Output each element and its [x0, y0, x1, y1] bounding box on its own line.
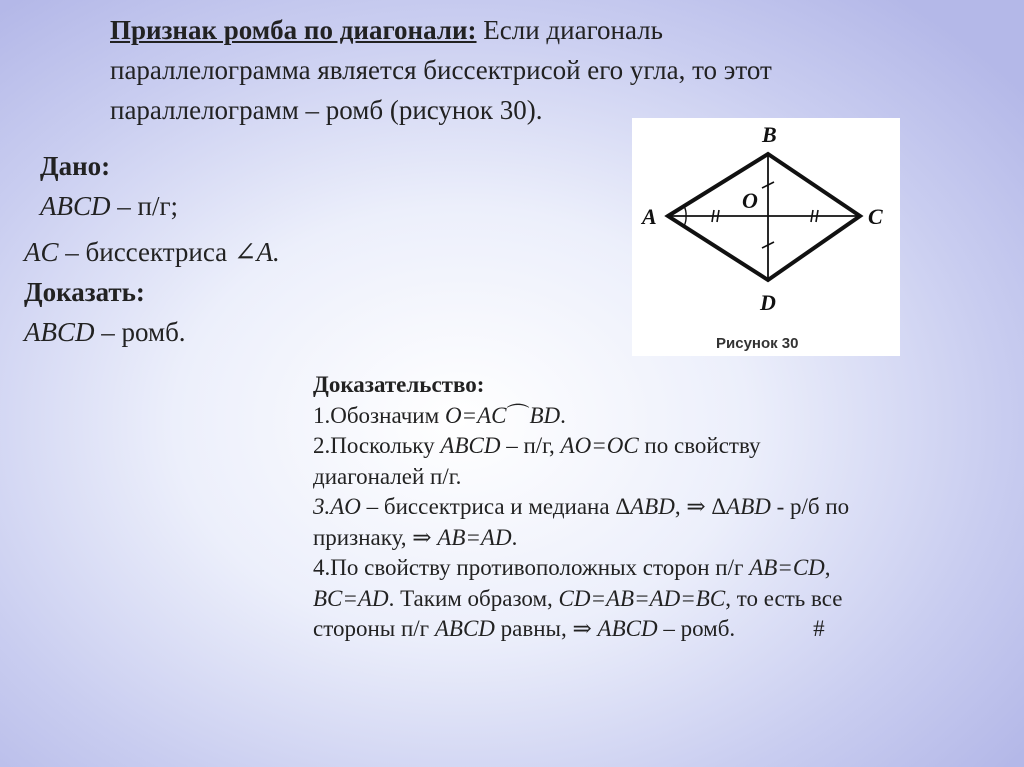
- proof-step-1: [313, 401, 1003, 432]
- proof-step-2-figure: ABCD: [440, 433, 501, 458]
- proof-step-4-figure: ABCD: [434, 616, 495, 641]
- rhombus-figure: [632, 118, 900, 356]
- proof-step-3-num: 3.AO: [313, 494, 361, 519]
- proof-step-4-text-4: стороны п/г: [313, 616, 435, 641]
- angle-symbol: ∠: [233, 237, 257, 267]
- proof-step-3-expr: AB=AD: [437, 524, 512, 550]
- given-block: [40, 146, 178, 226]
- proof-step-4-end: [313, 614, 1003, 645]
- given-line2-angle: A.: [256, 237, 280, 267]
- theorem-title: Признак ромба по диагонали:: [110, 15, 477, 45]
- proof-step-4-text-5: равны, ⇒: [494, 616, 598, 641]
- theorem-line3: параллелограмм – ромб (рисунок 30).: [110, 95, 543, 125]
- proof-step-4-expr-3: CD=AB=AD=BC: [558, 585, 726, 611]
- proof-step-1-expr: O=AC: [444, 402, 507, 428]
- proof-step-2: [313, 431, 1003, 462]
- given-line1: [40, 186, 178, 226]
- given-line1-figure: ABCD: [40, 191, 111, 221]
- proof-step-3-tri-2: ABD: [726, 494, 771, 519]
- given-header: Дано:: [40, 151, 111, 181]
- proof-step-4-text-2: . Таким образом,: [388, 585, 559, 611]
- theorem-line1: Если диагональ: [483, 15, 663, 45]
- triangle-symbol-2: Δ: [711, 494, 727, 519]
- proof-step-4-expr: AB=CD: [749, 555, 825, 580]
- rhombus-diagram: [632, 118, 900, 356]
- label-b: B: [762, 122, 777, 147]
- theorem-line2: параллелограмма является биссектрисой его угла, то этот: [110, 55, 772, 85]
- proof-step-3-text: – биссектриса и медиана: [360, 494, 616, 519]
- proof-block: [313, 370, 1003, 645]
- label-o: O: [742, 188, 758, 213]
- given-line1-text: – п/г;: [117, 191, 179, 221]
- label-d: D: [760, 290, 776, 315]
- angle-arc-top: [684, 206, 686, 216]
- given-line2: [24, 232, 280, 272]
- prove-line: [24, 312, 280, 352]
- proof-step-1-expr-2: BD: [529, 402, 561, 428]
- proof-step-4-comma: ,: [824, 555, 831, 580]
- proof-step-2-text: 2.Поскольку: [313, 433, 441, 458]
- proof-step-3-tri: ABD: [630, 494, 675, 519]
- given-line2-text: – биссектриса: [65, 237, 228, 267]
- end-of-proof-mark: #: [813, 616, 825, 641]
- prove-header: Доказать:: [24, 277, 145, 307]
- proof-step-2-text-2: – п/г,: [500, 433, 561, 458]
- figure-caption: Рисунок 30: [716, 335, 799, 352]
- prove-text: – ромб.: [101, 317, 186, 347]
- proof-step-1-text: 1.Обозначим: [313, 402, 445, 428]
- proof-step-3-text-2: - р/б по: [770, 494, 850, 519]
- angle-arc-bottom: [684, 216, 686, 226]
- proof-step-4-figure-2: ABCD: [597, 616, 658, 641]
- proof-step-2-text-3: по свойству: [638, 433, 761, 458]
- proof-step-4-expr-2: BC=AD: [313, 585, 389, 611]
- proof-step-3-text-3: признаку, ⇒: [313, 524, 438, 550]
- proof-step-2-cont: диагоналей п/г.: [313, 463, 462, 489]
- proof-step-4-cont: [313, 584, 1003, 615]
- given-line2-diagonal: AC: [24, 237, 59, 267]
- proof-step-4-text-3: , то есть все: [725, 585, 843, 611]
- proof-step-3-end: .: [511, 524, 518, 550]
- label-a: A: [642, 204, 657, 229]
- proof-step-4: [313, 553, 1003, 584]
- triangle-symbol: Δ: [615, 494, 631, 519]
- label-c: C: [868, 204, 883, 229]
- proof-step-3-cont: [313, 523, 1003, 554]
- proof-header: Доказательство:: [313, 372, 485, 397]
- given-block-2: [24, 232, 280, 352]
- prove-figure: ABCD: [24, 317, 95, 347]
- intersection-symbol: ⌒: [506, 402, 530, 428]
- proof-step-1-end: .: [560, 402, 566, 428]
- implies-symbol: , ⇒: [674, 494, 712, 519]
- proof-step-4-text: 4.По свойству противоположных сторон п/г: [313, 555, 750, 580]
- rhombus-shape: [668, 154, 860, 280]
- proof-step-3: [313, 492, 1003, 523]
- theorem-statement: [110, 10, 990, 130]
- proof-step-4-text-6: – ромб.: [657, 616, 736, 641]
- proof-step-2-expr: AO=OC: [560, 433, 639, 458]
